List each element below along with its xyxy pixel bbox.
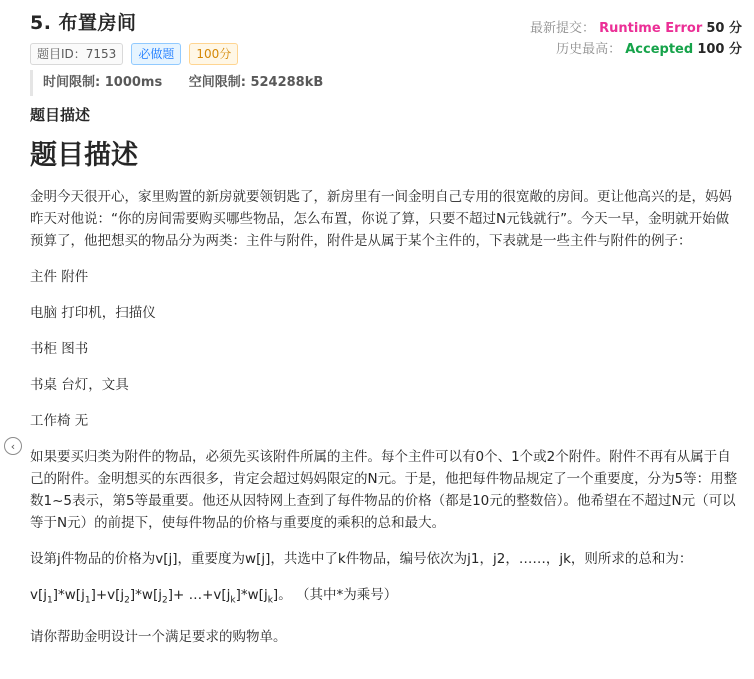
latest-label: 最新提交： (529, 21, 595, 36)
formula-part: ]+v[j (90, 587, 125, 603)
description-paragraph-3: 设第j件物品的价格为v[j]，重要度为w[j]，共选中了k件物品，编号依次为j1，j2，……，jk，则所求的总和为： (30, 551, 693, 567)
problem-id-tag: 题目ID：7153 (30, 43, 123, 65)
latest-submission[interactable] (530, 18, 742, 39)
formula-sub: 2 (161, 595, 168, 606)
best-score: 100 分 (697, 42, 742, 57)
list-item: 主件 附件 (30, 269, 89, 285)
list-item: 书柜 图书 (30, 341, 89, 357)
problem-header (30, 8, 238, 65)
submission-status (530, 18, 742, 60)
limits-bar (30, 70, 345, 96)
latest-result[interactable]: Runtime Error (599, 21, 703, 36)
list-item: 工作椅 无 (30, 413, 89, 429)
problem-description (30, 104, 742, 662)
problem-tags (30, 43, 238, 65)
best-result[interactable]: Accepted (625, 42, 694, 57)
formula-sub: 2 (124, 595, 130, 606)
list-item: 电脑 打印机，扫描仪 (30, 305, 156, 321)
required-tag: 必做题 (131, 43, 181, 65)
space-limit: 空间限制: 524288kB (188, 75, 324, 90)
score-tag: 100分 (189, 43, 238, 65)
formula-sub: k (230, 595, 236, 606)
best-submission[interactable] (530, 39, 742, 60)
section-heading-small: 题目描述 (30, 106, 91, 124)
formula-part: v[j (30, 587, 48, 603)
formula-part: ]*w[j (235, 587, 268, 603)
formula-sub: 1 (47, 595, 53, 606)
formula-part: ]+ …+v[j (167, 587, 231, 603)
latest-score: 50 分 (706, 21, 742, 36)
section-heading-large: 题目描述 (30, 140, 138, 171)
description-paragraph-1: 金明今天很开心，家里购置的新房就要领钥匙了，新房里有一间金明自己专用的很宽敞的房间。更让他高兴的是，妈妈昨天对他说：“你的房间需要购买哪些物品，怎么布置，你说了算，只要不超过N元钱就行”。今天一早，金明就开始做预算了，他把想买的物品分为两类：主件与附件，附件是从属于某个主件的，下表就是一些主件与附件的例子： (30, 189, 732, 249)
formula (30, 584, 742, 612)
best-label: 历史最高： (556, 42, 622, 57)
formula-sub: k (267, 595, 273, 606)
description-paragraph-2: 如果要买归类为附件的物品，必须先买该附件所属的主件。每个主件可以有0个、1个或2个附件。附件不再有从属于自己的附件。金明想买的东西很多，肯定会超过妈妈限定的N元。于是，他把每件物品规定了一个重要度，分为5等：用整数1~5表示，第5等最重要。他还从因特网上查到了每件物品的价格（都是10元的整数倍）。他希望在不超过N元（可以等于N元）的前提下，使每件物品的价格与重要度的乘积的总和最大。 (30, 449, 738, 531)
formula-part: ]。 （其中*为乘号） (272, 587, 398, 603)
list-item: 书桌 台灯，文具 (30, 377, 129, 393)
description-paragraph-4: 请你帮助金明设计一个满足要求的购物单。 (30, 628, 287, 645)
time-limit: 时间限制: 1000ms (43, 75, 163, 90)
formula-part: ]*w[j (129, 587, 162, 603)
problem-title: 5. 布置房间 (30, 12, 137, 34)
chevron-left-circle-icon[interactable]: ‹ (4, 437, 22, 455)
formula-part: ]*w[j (52, 587, 85, 603)
formula-sub: 1 (84, 595, 91, 606)
